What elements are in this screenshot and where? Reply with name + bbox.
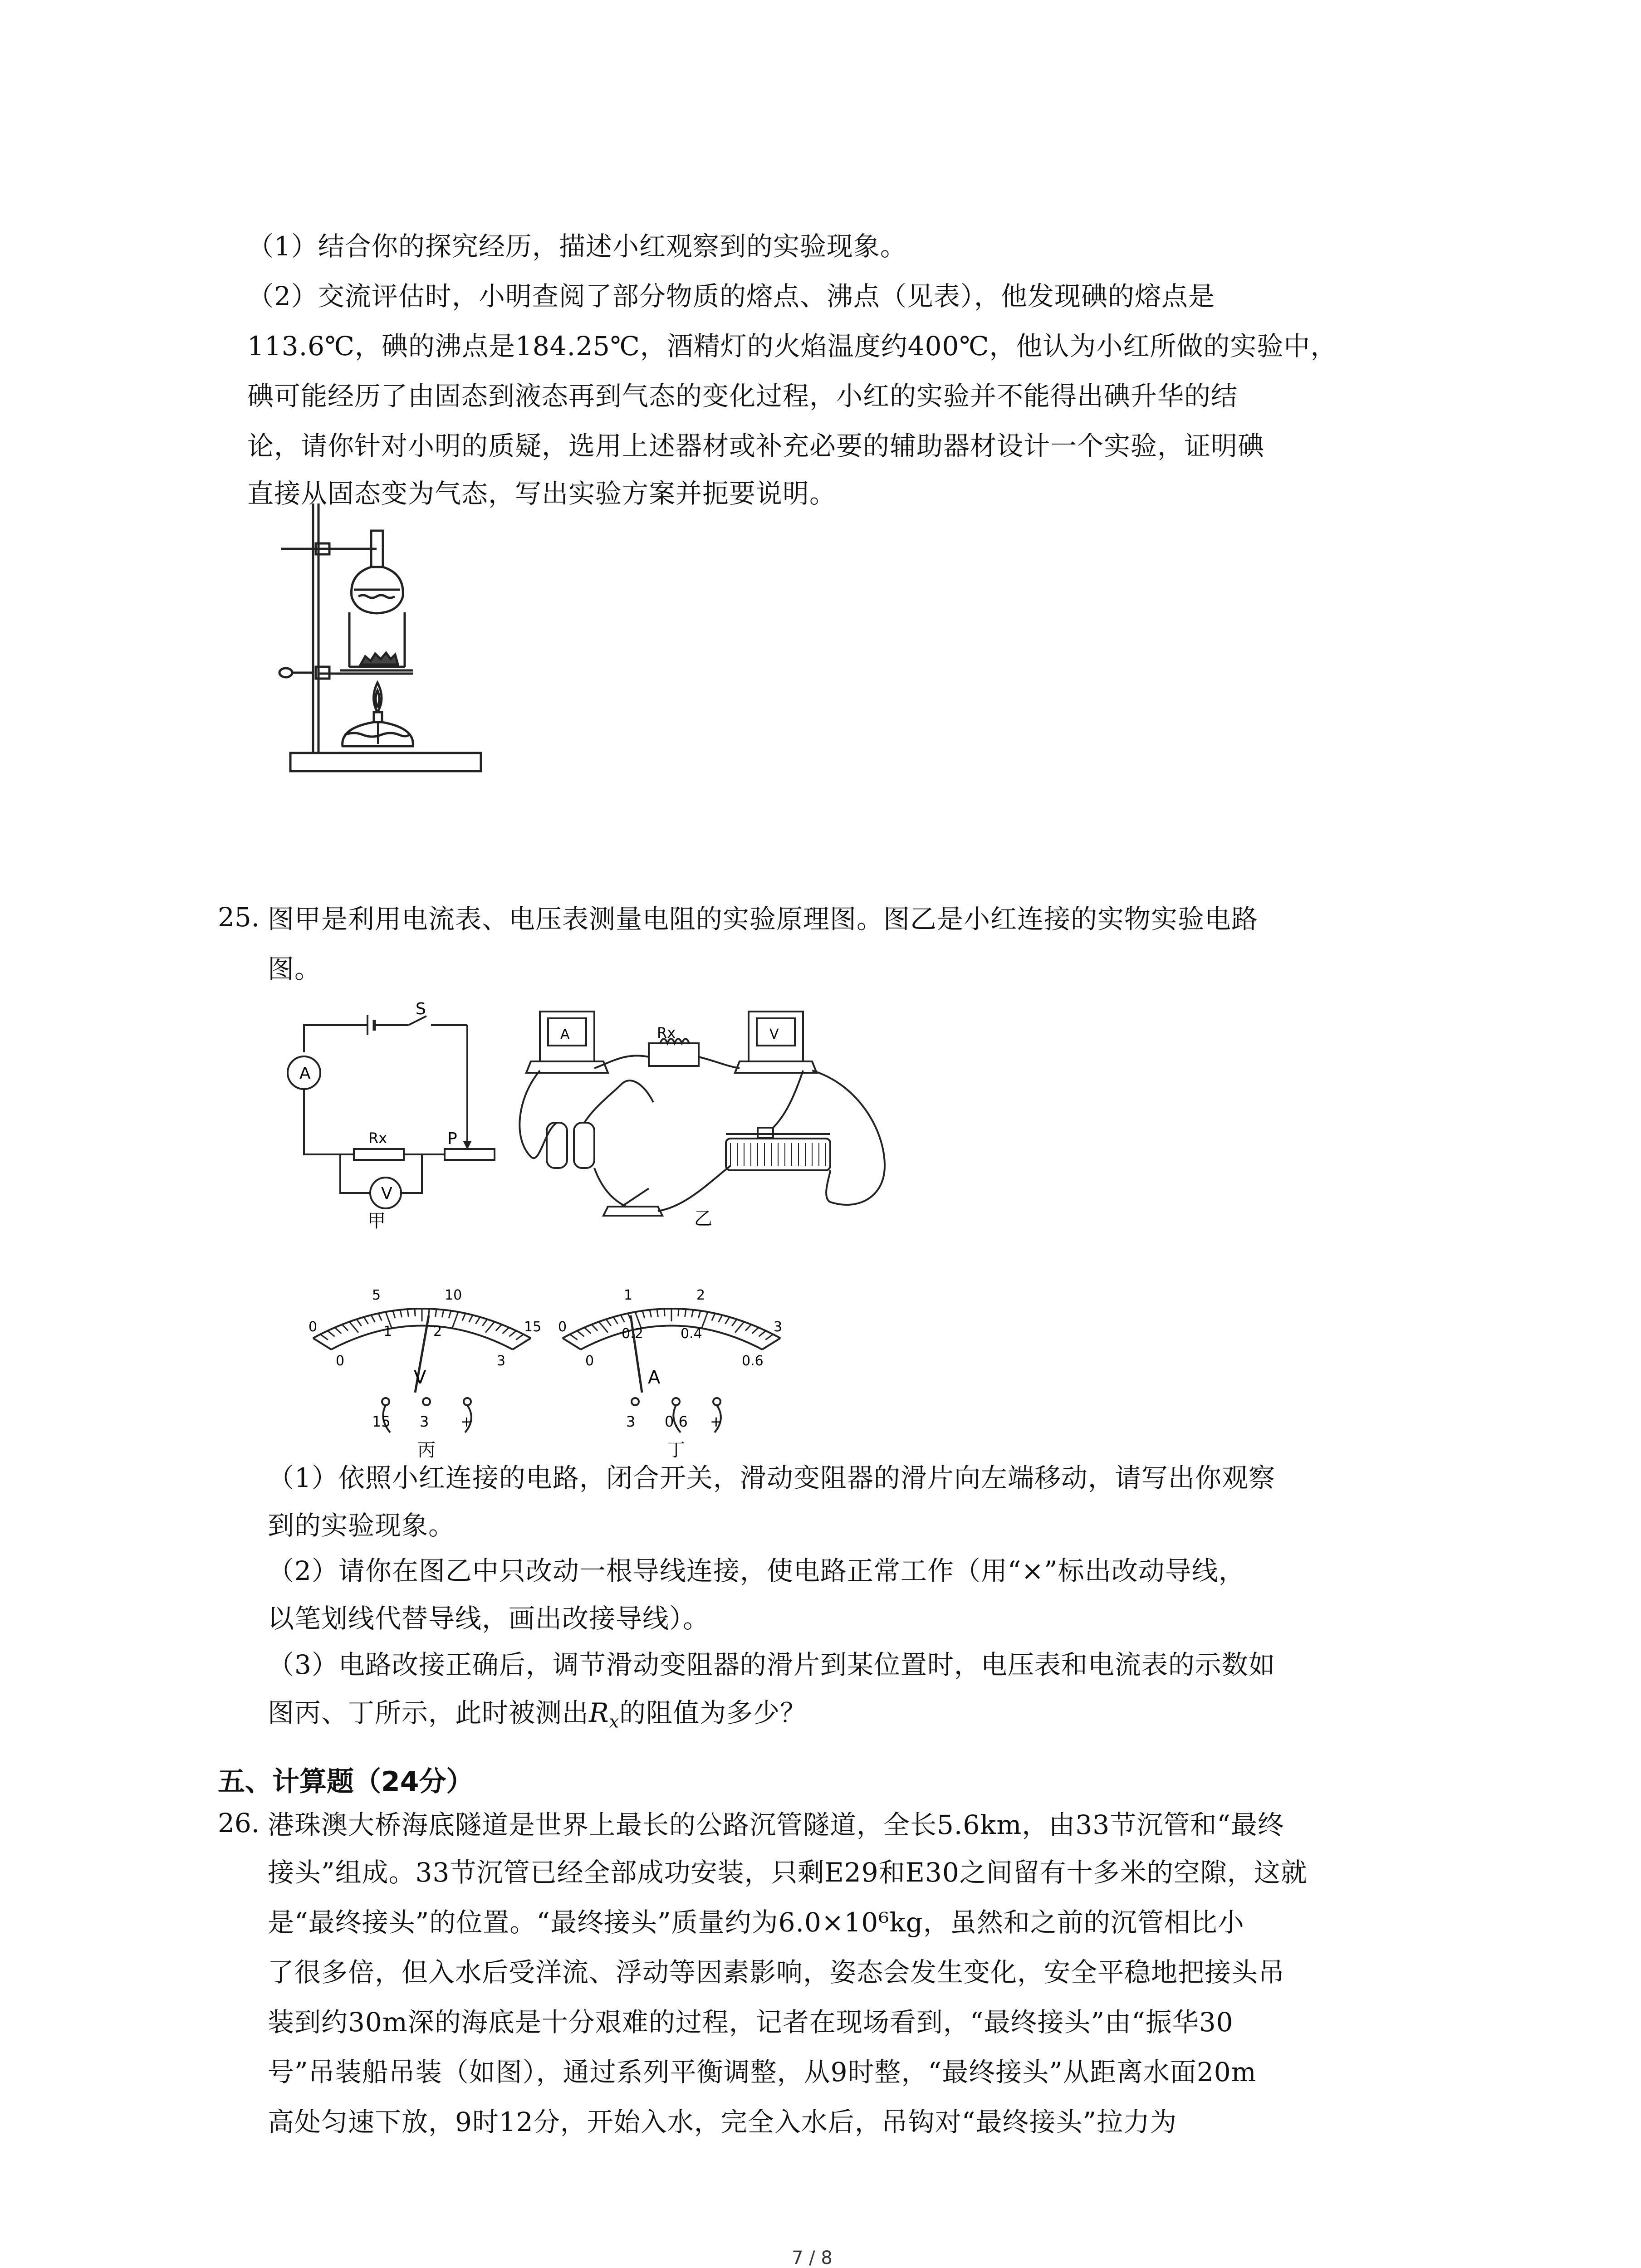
q26-line1: 港珠澳大桥海底隧道是世界上最长的公路沉管隧道，全长5.6km，由33节沉管和“最终 (268, 1809, 1284, 1840)
q24-part2-line5: 直接从固态变为气态，写出实验方案并扼要说明。 (247, 478, 837, 509)
physical-label-A: A (560, 1026, 570, 1042)
voltmeter-scale-tick (349, 1322, 358, 1333)
ammeter-scale-tick (765, 1334, 773, 1340)
ammeter-top-tick-3: 3 (774, 1319, 783, 1335)
q24-part2-line3: 碘可能经历了由固态到液态再到气态的变化过程，小红的实验并不能得出碘升华的结 (247, 381, 1238, 411)
ammeter-scale-tick (702, 1312, 708, 1328)
voltmeter-bottom-tick-2: 2 (433, 1324, 442, 1339)
q25-part2-line1: （2）请你在图乙中只改动一根导线连接，使电路正常工作（用“×”标出改动导线， (268, 1555, 1245, 1586)
voltmeter-top-tick-10: 10 (445, 1287, 462, 1303)
ammeter-unit: A (648, 1367, 661, 1388)
q26-line2: 接头”组成。33节沉管已经全部成功安装，只剩E29和E30之间留有十多米的空隙，这就 (268, 1857, 1308, 1888)
q26-line4: 了很多倍，但入水后受洋流、浮动等因素影响，姿态会发生变化，安全平稳地把接头吊 (268, 1957, 1285, 1988)
ammeter-scale-tick (664, 1309, 665, 1316)
voltmeter-scale-tick (335, 1328, 341, 1334)
ammeter-bottom-tick-0.2: 0.2 (622, 1326, 643, 1342)
voltmeter-scale-tick (475, 1317, 480, 1324)
voltmeter-scale-tick (469, 1315, 473, 1322)
ammeter-scale-tick (759, 1331, 766, 1337)
ammeter-top-tick-1: 1 (624, 1287, 633, 1303)
voltmeter-scale-tick (342, 1325, 348, 1331)
voltmeter-terminal-plus: + (460, 1413, 473, 1430)
q24-part2-line1: （2）交流评估时，小明查阅了部分物质的熔点、沸点（见表），他发现碘的熔点是 (247, 281, 1215, 312)
ammeter-bottom-tick-0: 0 (585, 1353, 594, 1369)
q25-part3-line2 (268, 1696, 807, 1739)
ammeter-scale-tick (599, 1322, 608, 1333)
q24-part2-line4: 论，请你针对小明的质疑，选用上述器材或补充必要的辅助器材设计一个实验，证明碘 (247, 430, 1265, 461)
voltmeter-top-tick-15: 15 (524, 1319, 542, 1335)
question-number-25: 25. (218, 902, 260, 933)
voltmeter-scale-tick (407, 1309, 408, 1317)
voltmeter-scale-tick (364, 1317, 368, 1324)
ammeter-scale-tick (642, 1311, 645, 1318)
ammeter-terminal-3: 3 (626, 1413, 636, 1430)
voltmeter-scale-tick (378, 1313, 382, 1320)
voltmeter-scale-tick (509, 1331, 516, 1337)
voltmeter-scale-tick (485, 1322, 495, 1333)
q24-part2-line2: 113.6℃，碘的沸点是184.25℃，酒精灯的火焰温度约400℃，他认为小红所做的实验中， (247, 331, 1337, 362)
figure-caption-ding: 丁 (667, 1440, 685, 1461)
ammeter-scale-tick (725, 1317, 730, 1324)
ammeter-scale-tick (577, 1331, 584, 1337)
ammeter-scale-tick (762, 1338, 780, 1349)
ammeter-scale-tick (745, 1325, 751, 1331)
voltmeter-scale-tick (357, 1319, 362, 1326)
q25-part2-line2: 以笔划线代替导线，画出改接导线）。 (268, 1603, 710, 1634)
q25-stem-line2: 图。 (268, 953, 322, 984)
ammeter-scale-tick (752, 1328, 759, 1334)
voltmeter-scale-tick (503, 1328, 509, 1334)
ammeter-bottom-tick-0.6: 0.6 (742, 1353, 764, 1369)
q26-line7: 高处匀速下放，9时12分，开始入水，完全入水后，吊钩对“最终接头”拉力为 (268, 2107, 1177, 2137)
schematic-label-V: V (381, 1184, 392, 1203)
ammeter-scale-tick (613, 1317, 618, 1324)
voltmeter-scale-tick (442, 1310, 444, 1318)
voltmeter-unit: V (414, 1367, 426, 1388)
q26-line6: 号”吊装船吊装（如图），通过系列平衡调整，从9时整，“最终接头”从距离水面20m (268, 2057, 1257, 2087)
ammeter-scale-tick (657, 1309, 658, 1317)
q25-part3-post: 的阻值为多少？ (619, 1697, 807, 1728)
voltmeter-terminal-3: 3 (420, 1413, 429, 1430)
schematic-label-Rx: Rx (368, 1129, 387, 1147)
q25-stem-line1: 图甲是利用电流表、电压表测量电阻的实验原理图。图乙是小红连接的实物实验电路 (268, 904, 1259, 934)
voltmeter-bottom-tick-3: 3 (497, 1353, 506, 1369)
physical-label-V: V (769, 1026, 779, 1042)
iodine-apparatus-figure (272, 499, 526, 780)
schematic-label-P: P (447, 1129, 457, 1148)
circuit-schematic-jia (272, 998, 526, 1234)
q25-var-R: R (589, 1697, 609, 1728)
q25-part3-pre: 图丙、丁所示，此时被测出 (268, 1697, 589, 1728)
ammeter-scale-tick (735, 1322, 744, 1333)
ammeter-terminal-0.6: 0.6 (665, 1413, 688, 1430)
voltmeter-scale-tick (328, 1331, 335, 1337)
q25-var-sub-x: x (609, 1711, 620, 1732)
voltmeter-scale-tick (320, 1334, 328, 1340)
q25-part1-line2: 到的实验现象。 (268, 1510, 456, 1541)
voltmeter-scale-tick (516, 1334, 524, 1340)
voltmeter-terminal-15: 15 (372, 1413, 391, 1430)
figure-caption-jia: 甲 (367, 1211, 386, 1232)
ammeter-scale-tick (570, 1334, 578, 1340)
voltmeter-bottom-tick-1: 1 (383, 1324, 392, 1339)
ammeter-bottom-tick-0.4: 0.4 (681, 1326, 702, 1342)
ammeter-scale-tick (592, 1325, 598, 1331)
figure-caption-bing: 丙 (417, 1440, 436, 1461)
voltmeter-scale-tick (371, 1315, 375, 1322)
q24-part1: （1）结合你的探究经历，描述小红观察到的实验现象。 (247, 231, 907, 262)
ammeter-scale-tick (584, 1328, 591, 1334)
q26-line5: 装到约30m深的海底是十分艰难的过程，记者在现场看到，“最终接头”由“振华30 (268, 2007, 1234, 2038)
section-title-calculation: 五、计算题（24分） (218, 1766, 474, 1798)
schematic-label-S: S (416, 1000, 426, 1018)
schematic-label-A: A (299, 1064, 311, 1083)
ammeter-dial-ding (544, 1252, 798, 1461)
ammeter-scale-tick (698, 1311, 700, 1318)
ammeter-top-tick-2: 2 (696, 1287, 705, 1303)
voltmeter-scale-tick (313, 1338, 331, 1349)
ammeter-scale-tick (691, 1310, 693, 1318)
voltmeter-scale-tick (400, 1310, 402, 1318)
q26-line3: 是“最终接头”的位置。“最终接头”质量约为6.0×10⁶kg，虽然和之前的沉管相比小 (268, 1907, 1244, 1938)
voltmeter-scale-tick (513, 1338, 531, 1349)
voltmeter-scale-tick (496, 1325, 502, 1331)
q25-part1-line1: （1）依照小红连接的电路，闭合开关，滑动变阻器的滑片向左端移动，请写出你观察 (268, 1462, 1275, 1493)
physical-label-Rx: Rx (657, 1024, 676, 1041)
ammeter-top-tick-0: 0 (558, 1319, 567, 1335)
ammeter-scale-tick (650, 1310, 652, 1318)
ammeter-scale-tick (621, 1315, 624, 1322)
voltmeter-bottom-tick-0: 0 (336, 1353, 345, 1369)
ammeter-scale-tick (563, 1338, 581, 1349)
ammeter-scale-tick (685, 1309, 686, 1317)
ammeter-scale-tick (719, 1315, 722, 1322)
voltmeter-scale-tick (452, 1312, 458, 1328)
voltmeter-top-tick-0: 0 (309, 1319, 318, 1335)
figure-caption-yi: 乙 (694, 1208, 712, 1229)
voltmeter-dial-bing (295, 1252, 549, 1461)
page-number: 7 / 8 (792, 2248, 833, 2268)
ammeter-scale-tick (732, 1319, 737, 1326)
voltmeter-scale-tick (393, 1311, 395, 1318)
ammeter-scale-tick (712, 1313, 715, 1320)
ammeter-scale-tick (678, 1309, 679, 1316)
q25-part3-line1: （3）电路改接正确后，调节滑动变阻器的滑片到某位置时，电压表和电流表的示数如 (268, 1649, 1275, 1680)
physical-circuit-yi (513, 993, 921, 1238)
ammeter-scale-tick (606, 1319, 611, 1326)
question-number-26: 26. (218, 1808, 260, 1838)
voltmeter-scale-tick (449, 1311, 451, 1318)
voltmeter-scale-tick (462, 1313, 465, 1320)
voltmeter-scale-tick (482, 1319, 487, 1326)
voltmeter-top-tick-5: 5 (372, 1287, 381, 1303)
ammeter-terminal-plus: + (710, 1413, 722, 1430)
